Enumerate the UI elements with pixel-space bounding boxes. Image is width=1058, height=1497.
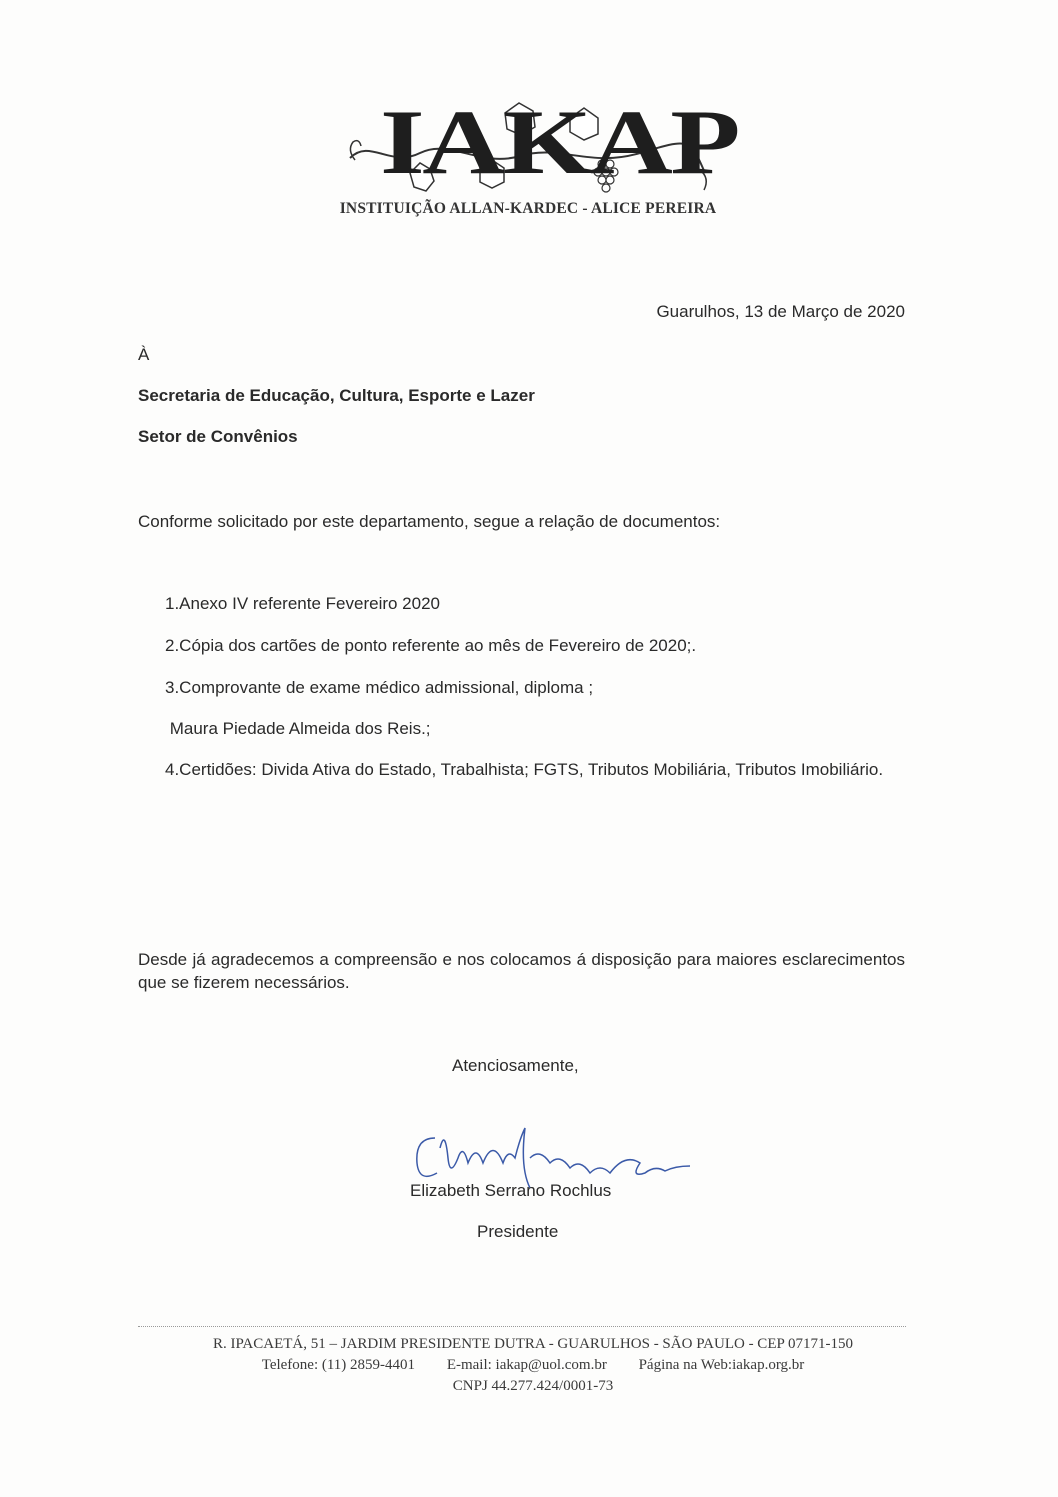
footer-cnpj: CNPJ 44.277.424/0001-73	[452, 1378, 614, 1394]
footer-email: E-mail: iakap@uol.com.br	[446, 1357, 607, 1373]
footer-address: R. IPACAETÁ, 51 – JARDIM PRESIDENTE DUTRA - GUARULHOS - SÃO PAULO - CEP 07171-150	[212, 1336, 854, 1352]
document-item: 2.Cópia dos cartões de ponto referente ao mês de Fevereiro de 2020;.	[165, 636, 697, 655]
document-item: 4.Certidões: Divida Ativa do Estado, Trabalhista; FGTS, Tributos Mobiliária, Tributos Imobiliário.	[165, 760, 884, 779]
date-line: Guarulhos, 13 de Março de 2020	[656, 302, 905, 321]
logo	[340, 91, 739, 198]
closing-paragraph: Desde já agradecemos a compreensão e nos colocamos á disposição para maiores esclarecimentos que se fizerem necessários.	[138, 950, 905, 992]
document-item: 3.Comprovante de exame médico admissional, diploma ;	[165, 678, 594, 697]
footer	[138, 1334, 928, 1397]
signatory-role: Presidente	[477, 1222, 559, 1241]
recipient-department: Secretaria de Educação, Cultura, Esporte e Lazer	[138, 386, 535, 405]
intro-paragraph: Conforme solicitado por este departamento, segue a relação de documentos:	[138, 512, 721, 531]
regards: Atenciosamente,	[452, 1056, 579, 1075]
salutation: À	[138, 345, 150, 364]
footer-divider	[138, 1326, 906, 1327]
footer-contact	[138, 1355, 928, 1376]
recipient-sector: Setor de Convênios	[138, 427, 298, 446]
signatory-name: Elizabeth Serrano Rochlus	[410, 1181, 612, 1200]
institution-name: INSTITUIÇÃO ALLAN-KARDEC - ALICE PEREIRA	[339, 200, 717, 217]
footer-website: Página na Web:iakap.org.br	[638, 1357, 805, 1373]
footer-phone: Telefone: (11) 2859-4401	[261, 1357, 416, 1373]
logo-wordmark: IAKAP	[380, 91, 739, 193]
document-item: 1.Anexo IV referente Fevereiro 2020	[165, 594, 440, 613]
document-item: Maura Piedade Almeida dos Reis.;	[165, 719, 431, 738]
